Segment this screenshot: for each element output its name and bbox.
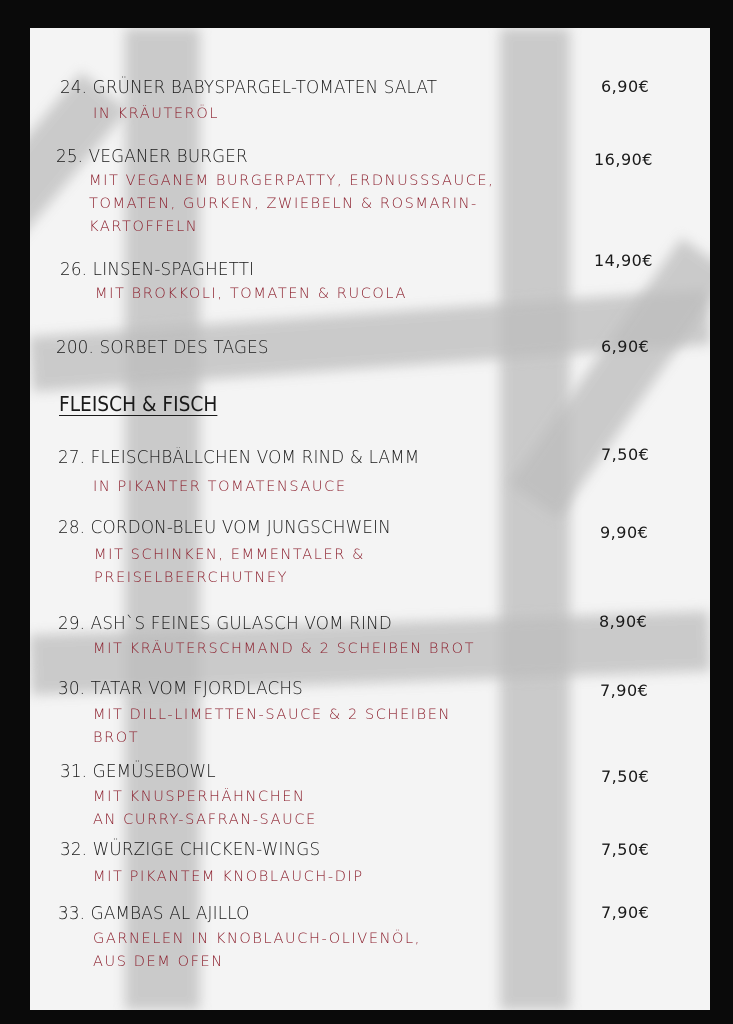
menu-item-title: 27. FLEISCHBÄLLCHEN VOM RIND & LAMM [58, 447, 420, 468]
menu-item-description: PREISELBEERCHUTNEY [94, 570, 289, 586]
menu-item-title: 33. GAMBAS AL AJILLO [58, 903, 250, 924]
menu-item-price: 7,50€ [601, 767, 650, 786]
menu-item-title: 28. CORDON-BLEU VOM JUNGSCHWEIN [58, 517, 391, 538]
menu-item-description: MIT SCHINKEN, EMMENTALER & [94, 547, 366, 563]
menu-item-description: IN PIKANTER TOMATENSAUCE [93, 479, 347, 495]
menu-item-description: GARNELEN IN KNOBLAUCH-OLIVENÖL, [93, 931, 421, 947]
menu-item-title: 31. GEMÜSEBOWL [60, 761, 216, 782]
menu-item-price: 7,90€ [601, 903, 650, 922]
menu-item-description: MIT KNUSPERHÄHNCHEN [93, 789, 306, 805]
menu-item-price: 6,90€ [601, 77, 650, 96]
menu-item-description: BROT [93, 730, 140, 746]
menu-item-description: KARTOFFELN [89, 219, 199, 235]
menu-item-price: 9,90€ [600, 523, 649, 542]
menu-item-title: 26. LINSEN-SPAGHETTI [60, 259, 255, 280]
menu-item-title: 30. TATAR VOM FJORDLACHS [58, 678, 303, 699]
section-heading: FLEISCH & FISCH [59, 392, 218, 416]
menu-item-price: 6,90€ [601, 337, 650, 356]
menu-item-price: 7,50€ [601, 445, 650, 464]
menu-item-title: 200. SORBET DES TAGES [56, 337, 269, 358]
menu-item-price: 7,50€ [601, 840, 650, 859]
menu-item-description: MIT DILL-LIMETTEN-SAUCE & 2 SCHEIBEN [93, 707, 451, 723]
menu-item-title: 24. GRÜNER BABYSPARGEL-TOMATEN SALAT [60, 77, 438, 98]
menu-item-description: MIT VEGANEM BURGERPATTY, ERDNUSSSAUCE, [89, 173, 495, 189]
menu-item-description: TOMATEN, GURKEN, ZWIEBELN & ROSMARIN- [89, 196, 478, 212]
menu-item-description: MIT PIKANTEM KNOBLAUCH-DIP [93, 869, 364, 885]
menu-item-description: AN CURRY-SAFRAN-SAUCE [93, 812, 317, 828]
menu-item-description: IN KRÄUTERÖL [93, 106, 220, 122]
menu-item-description: AUS DEM OFEN [93, 954, 224, 970]
menu-item-title: 32. WÜRZIGE CHICKEN-WINGS [60, 839, 321, 860]
menu-item-title: 29. ASH`S FEINES GULASCH VOM RIND [58, 613, 392, 634]
menu-item-price: 8,90€ [599, 612, 648, 631]
menu-item-price: 14,90€ [594, 251, 653, 270]
menu-item-description: MIT BROKKOLI, TOMATEN & RUCOLA [95, 286, 407, 302]
menu-item-price: 7,90€ [600, 681, 649, 700]
menu-item-description: MIT KRÄUTERSCHMAND & 2 SCHEIBEN BROT [93, 641, 476, 657]
menu-item-price: 16,90€ [594, 150, 653, 169]
menu-item-title: 25. VEGANER BURGER [56, 146, 248, 167]
